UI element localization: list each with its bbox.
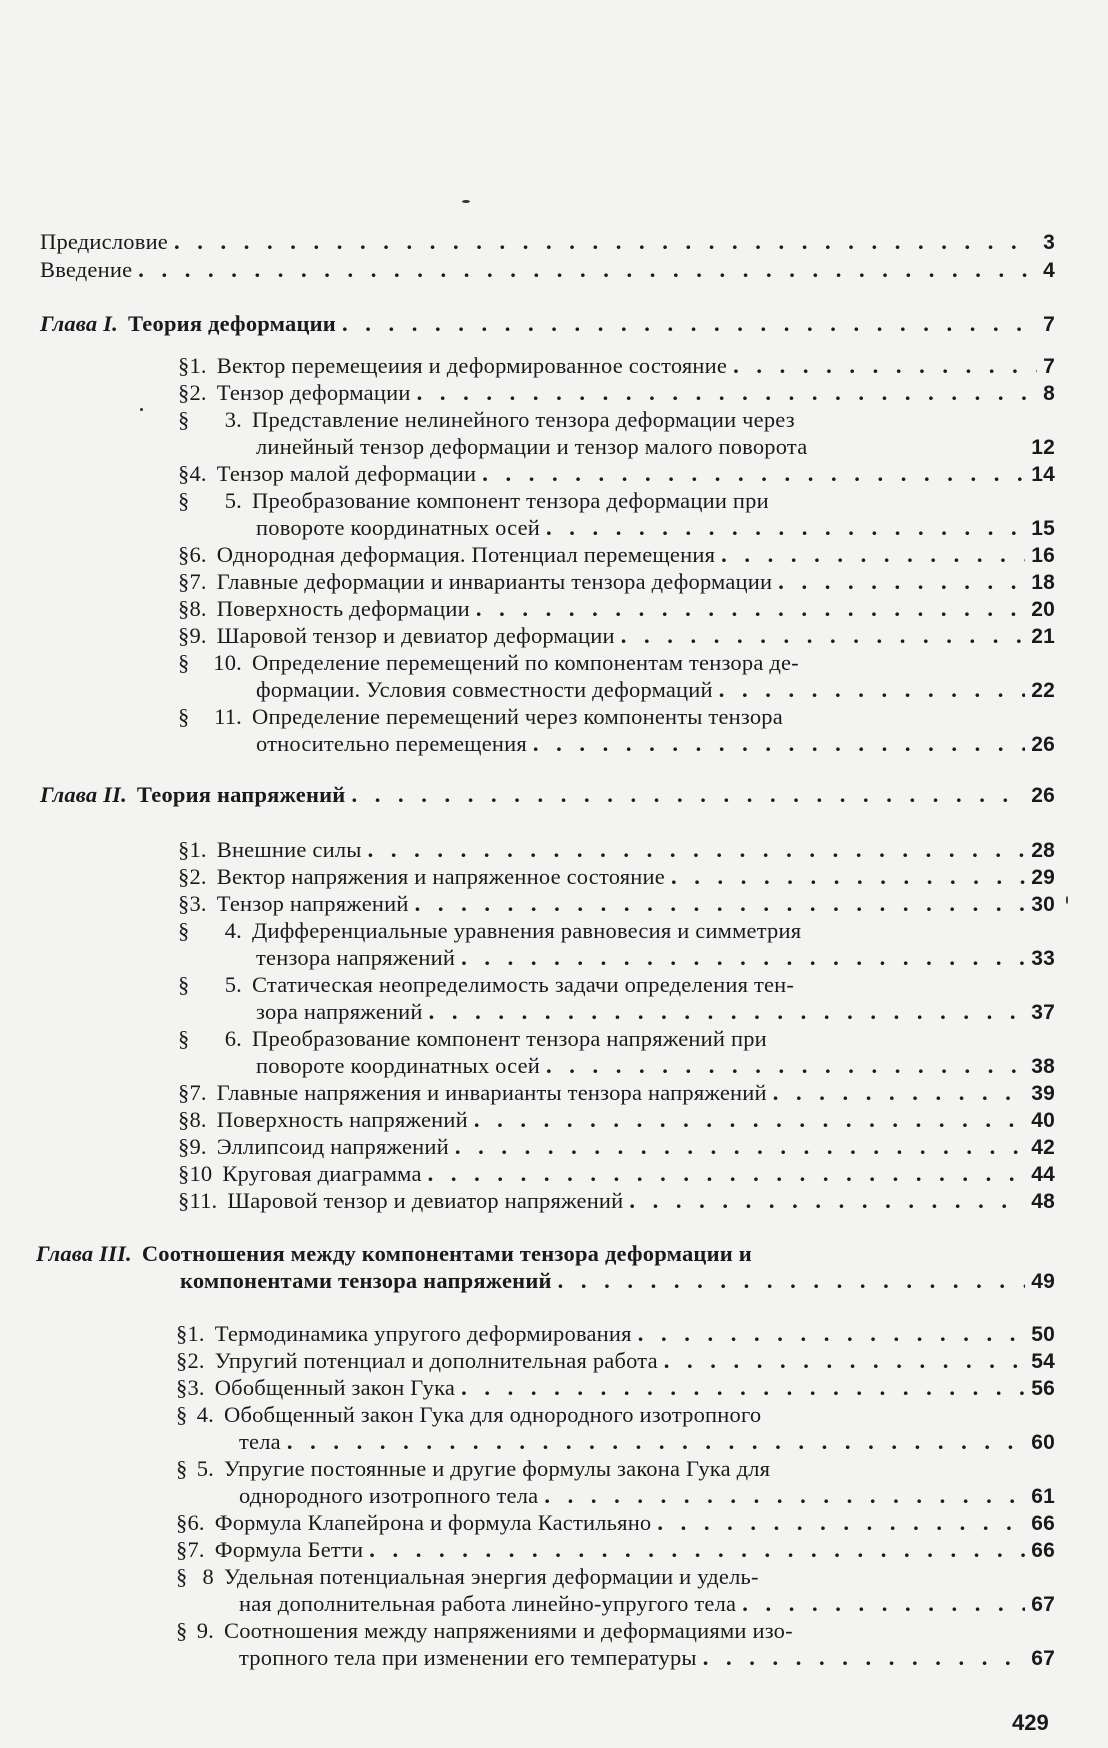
section-page: 22 bbox=[1031, 679, 1055, 702]
chapter-page: 7 bbox=[1043, 313, 1055, 336]
section-sign: § bbox=[176, 1618, 188, 1643]
section-page: 29 bbox=[1031, 866, 1055, 889]
section-page: 12 bbox=[1031, 436, 1055, 459]
section-number: 11. bbox=[189, 1188, 218, 1213]
section-title: Шаровой тензор и девиатор деформации bbox=[216, 623, 615, 648]
section-sign: § bbox=[178, 918, 190, 943]
leader-dots bbox=[703, 1644, 1026, 1671]
leader-dots bbox=[174, 228, 1029, 255]
section-number: 11. bbox=[214, 704, 242, 729]
leader-dots bbox=[415, 890, 1026, 917]
section-title: Внешние силы bbox=[216, 837, 362, 862]
leader-dots bbox=[287, 1428, 1025, 1455]
section-page: 42 bbox=[1031, 1136, 1055, 1159]
chapter-page: 26 bbox=[1031, 784, 1055, 807]
section-title-continued: повороте координатных осей bbox=[256, 1053, 540, 1078]
leader-dots bbox=[664, 1347, 1025, 1374]
toc-section-continuation bbox=[256, 998, 1055, 1026]
chapter-title-continued: компонентами тензора напряжений bbox=[180, 1268, 552, 1293]
section-sign: § bbox=[176, 1321, 188, 1346]
section-number: 8 bbox=[202, 1564, 214, 1589]
section-title: Формула Клапейрона и формула Кастильяно bbox=[214, 1510, 652, 1535]
section-sign: § bbox=[178, 542, 190, 567]
section-page: 61 bbox=[1031, 1485, 1055, 1508]
section-page: 7 bbox=[1043, 355, 1055, 378]
section-title: Тензор напряжений bbox=[216, 891, 409, 916]
section-number: 8. bbox=[189, 1107, 207, 1132]
leader-dots bbox=[544, 1482, 1025, 1509]
section-sign: § bbox=[178, 380, 190, 405]
toc-section-continuation bbox=[256, 514, 1055, 542]
section-sign: § bbox=[178, 972, 190, 997]
leader-dots bbox=[482, 460, 1025, 487]
section-title: Дифференциальные уравнения равновесия и симметрия bbox=[252, 918, 802, 943]
toc-section bbox=[178, 649, 1055, 676]
section-page: 66 bbox=[1031, 1512, 1055, 1535]
section-number: 6. bbox=[224, 1026, 242, 1051]
leader-dots bbox=[638, 1320, 1026, 1347]
section-number: 4. bbox=[189, 461, 207, 486]
toc-section bbox=[176, 1617, 1055, 1644]
leader-dots bbox=[742, 1590, 1025, 1617]
section-title: Главные напряжения и инварианты тензора напряжений bbox=[216, 1080, 767, 1105]
toc-section bbox=[178, 406, 1055, 433]
toc-section-continuation bbox=[256, 1052, 1055, 1080]
section-number: 7. bbox=[189, 569, 207, 594]
section-page: 15 bbox=[1031, 517, 1055, 540]
section-page: 33 bbox=[1031, 947, 1055, 970]
leader-dots bbox=[428, 1160, 1026, 1187]
section-page: 66 bbox=[1031, 1539, 1055, 1562]
section-page: 8 bbox=[1043, 382, 1055, 405]
toc-entry-preface bbox=[40, 228, 1055, 256]
page-number: 429 bbox=[1012, 1710, 1049, 1735]
toc-section bbox=[178, 352, 1055, 380]
toc-section-continuation bbox=[239, 1644, 1055, 1672]
toc-section bbox=[176, 1509, 1055, 1537]
chapter-page: 49 bbox=[1031, 1270, 1055, 1293]
chapter-title: Теория напряжений bbox=[136, 782, 346, 807]
section-title: Круговая диаграмма bbox=[222, 1161, 422, 1186]
toc-section bbox=[178, 487, 1055, 514]
section-number: 8. bbox=[189, 596, 207, 621]
section-sign: § bbox=[178, 837, 190, 862]
section-title: Статическая неопределимость задачи определения тен- bbox=[252, 972, 795, 997]
section-sign: § bbox=[176, 1564, 188, 1589]
section-title: Вектор напряжения и напряженное состояние bbox=[216, 864, 665, 889]
section-page: 28 bbox=[1031, 839, 1055, 862]
section-title: Представление нелинейного тензора деформации через bbox=[252, 407, 795, 432]
toc-section bbox=[178, 703, 1055, 730]
toc-section bbox=[176, 1536, 1055, 1564]
section-page: 20 bbox=[1031, 598, 1055, 621]
leader-dots bbox=[417, 379, 1035, 406]
section-page: 30 bbox=[1031, 893, 1055, 916]
leader-dots bbox=[342, 310, 1033, 337]
section-page: 50 bbox=[1031, 1323, 1055, 1346]
section-number: 5. bbox=[196, 1456, 214, 1481]
section-page: 40 bbox=[1031, 1109, 1055, 1132]
scan-speck bbox=[140, 408, 143, 411]
leader-dots bbox=[721, 541, 1025, 568]
leader-dots bbox=[778, 568, 1025, 595]
section-page: 39 bbox=[1031, 1082, 1055, 1105]
section-sign: § bbox=[178, 1080, 190, 1105]
section-title: Формула Бетти bbox=[214, 1537, 364, 1562]
chapter-label: Глава III. bbox=[36, 1241, 132, 1266]
leader-dots bbox=[621, 622, 1026, 649]
section-title: Главные деформации и инварианты тензора деформации bbox=[216, 569, 773, 594]
section-page: 18 bbox=[1031, 571, 1055, 594]
leader-dots bbox=[351, 781, 1025, 808]
section-title: Преобразование компонент тензора деформации при bbox=[252, 488, 769, 513]
section-sign: § bbox=[178, 891, 190, 916]
section-page: 37 bbox=[1031, 1001, 1055, 1024]
section-number: 9. bbox=[189, 1134, 207, 1159]
toc-section-continuation bbox=[256, 676, 1055, 704]
section-sign: § bbox=[176, 1402, 188, 1427]
section-sign: § bbox=[178, 704, 190, 729]
section-number: 1. bbox=[187, 1321, 205, 1346]
section-title: Тензор деформации bbox=[216, 380, 411, 405]
leader-dots bbox=[657, 1509, 1025, 1536]
section-number: 3. bbox=[224, 407, 242, 432]
toc-section bbox=[176, 1401, 1055, 1428]
toc-section bbox=[178, 1187, 1055, 1215]
section-title: Поверхность деформации bbox=[216, 596, 470, 621]
leader-dots bbox=[533, 730, 1025, 757]
section-number: 7. bbox=[189, 1080, 207, 1105]
section-number: 3. bbox=[189, 891, 207, 916]
section-page: 44 bbox=[1031, 1163, 1055, 1186]
section-page: 48 bbox=[1031, 1190, 1055, 1213]
section-sign: § bbox=[178, 623, 190, 648]
leader-dots bbox=[733, 352, 1037, 379]
section-title: Удельная потенциальная энергия деформации и удель- bbox=[224, 1564, 759, 1589]
section-title: Эллипсоид напряжений bbox=[216, 1134, 449, 1159]
section-number: 4. bbox=[196, 1402, 214, 1427]
section-number: 10. bbox=[213, 650, 242, 675]
section-title: Термодинамика упругого деформирования bbox=[214, 1321, 632, 1346]
toc-section bbox=[176, 1347, 1055, 1375]
toc-section-continuation bbox=[239, 1482, 1055, 1510]
leader-dots bbox=[455, 1133, 1025, 1160]
scan-speck bbox=[462, 200, 470, 203]
section-number: 6. bbox=[189, 542, 207, 567]
section-number: 1. bbox=[189, 353, 207, 378]
toc-entry-title: Введение bbox=[40, 257, 133, 282]
toc-section bbox=[178, 1133, 1055, 1161]
section-number: 2. bbox=[189, 864, 207, 889]
section-sign: § bbox=[176, 1348, 188, 1373]
section-number: 6. bbox=[187, 1510, 205, 1535]
section-number: 2. bbox=[187, 1348, 205, 1373]
leader-dots bbox=[671, 863, 1025, 890]
section-sign: § bbox=[178, 596, 190, 621]
section-title: Упругие постоянные и другие формулы закона Гука для bbox=[224, 1456, 771, 1481]
leader-dots bbox=[461, 1374, 1025, 1401]
section-sign: § bbox=[178, 1107, 190, 1132]
toc-entry-page: 4 bbox=[1043, 259, 1055, 282]
section-sign: § bbox=[178, 353, 190, 378]
section-page: 67 bbox=[1031, 1647, 1055, 1670]
leader-dots bbox=[461, 944, 1025, 971]
chapter-label: Глава I. bbox=[40, 311, 118, 336]
toc-section bbox=[178, 890, 1055, 918]
toc-section bbox=[178, 595, 1055, 623]
toc-section-continuation bbox=[256, 433, 1055, 461]
section-page: 67 bbox=[1031, 1593, 1055, 1616]
section-number: 5. bbox=[224, 972, 242, 997]
toc-section bbox=[178, 460, 1055, 488]
toc-section bbox=[178, 863, 1055, 891]
section-title-continued: тропного тела при изменении его температуры bbox=[239, 1645, 697, 1670]
section-sign: § bbox=[178, 864, 190, 889]
chapter-heading-3-continuation bbox=[180, 1267, 1055, 1295]
leader-dots bbox=[546, 514, 1025, 541]
toc-section bbox=[178, 917, 1055, 944]
toc-section-continuation bbox=[239, 1428, 1055, 1456]
section-sign: § bbox=[176, 1537, 188, 1562]
toc-section-continuation bbox=[256, 944, 1055, 972]
section-number: 1. bbox=[189, 837, 207, 862]
section-number: 5. bbox=[224, 488, 242, 513]
section-sign: § bbox=[178, 488, 190, 513]
section-title-continued: повороте координатных осей bbox=[256, 515, 540, 540]
section-page: 16 bbox=[1031, 544, 1055, 567]
section-title-continued: ная дополнительная работа линейно-упругого тела bbox=[239, 1591, 737, 1616]
section-title: Определение перемещений через компоненты тензора bbox=[252, 704, 783, 729]
section-number: 7. bbox=[187, 1537, 205, 1562]
toc-entry-title: Предисловие bbox=[40, 229, 168, 254]
toc-section bbox=[178, 1160, 1055, 1188]
leader-dots bbox=[429, 998, 1026, 1025]
section-page: 60 bbox=[1031, 1431, 1055, 1454]
section-title: Упругий потенциал и дополнительная работа bbox=[214, 1348, 658, 1373]
toc-section bbox=[178, 379, 1055, 407]
section-title-continued: тела bbox=[239, 1429, 281, 1454]
section-number: 10 bbox=[189, 1161, 213, 1186]
toc-entry-page: 3 bbox=[1043, 231, 1055, 254]
toc-section-continuation bbox=[239, 1590, 1055, 1618]
section-sign: § bbox=[176, 1456, 188, 1481]
section-page: 56 bbox=[1031, 1377, 1055, 1400]
toc-section bbox=[176, 1563, 1055, 1590]
chapter-title: Соотношения между компонентами тензора деформации и bbox=[141, 1241, 752, 1266]
section-title-continued: относительно перемещения bbox=[256, 731, 527, 756]
toc-section bbox=[176, 1320, 1055, 1348]
toc-section bbox=[178, 622, 1055, 650]
chapter-label: Глава II. bbox=[40, 782, 127, 807]
section-page: 14 bbox=[1031, 463, 1055, 486]
section-sign: § bbox=[176, 1510, 188, 1535]
leader-dots bbox=[558, 1267, 1026, 1294]
section-number: 9. bbox=[196, 1618, 214, 1643]
section-title: Соотношения между напряжениями и деформациями изо- bbox=[224, 1618, 793, 1643]
section-title: Тензор малой деформации bbox=[216, 461, 477, 486]
toc-section bbox=[176, 1455, 1055, 1482]
scan-speck bbox=[1066, 896, 1068, 904]
section-sign: § bbox=[178, 461, 190, 486]
section-title: Обобщенный закон Гука для однородного изотропного bbox=[224, 1402, 762, 1427]
section-title-continued: однородного изотропного тела bbox=[239, 1483, 539, 1508]
toc-entry-introduction bbox=[40, 256, 1055, 284]
section-sign: § bbox=[178, 1161, 190, 1186]
toc-section bbox=[178, 1025, 1055, 1052]
section-number: 2. bbox=[189, 380, 207, 405]
leader-dots bbox=[719, 676, 1025, 703]
section-page: 54 bbox=[1031, 1350, 1055, 1373]
section-sign: § bbox=[178, 650, 190, 675]
leader-dots bbox=[476, 595, 1025, 622]
chapter-title: Теория деформации bbox=[127, 311, 336, 336]
toc-section bbox=[178, 541, 1055, 569]
section-sign: § bbox=[178, 1026, 190, 1051]
section-title-continued: тензора напряжений bbox=[256, 945, 456, 970]
section-sign: § bbox=[178, 407, 190, 432]
leader-dots bbox=[546, 1052, 1025, 1079]
section-title: Шаровой тензор и девиатор напряжений bbox=[227, 1188, 624, 1213]
leader-dots bbox=[773, 1079, 1026, 1106]
section-sign: § bbox=[178, 1134, 190, 1159]
section-number: 3. bbox=[187, 1375, 205, 1400]
section-title: Определение перемещений по компонентам тензора де- bbox=[252, 650, 799, 675]
toc-section bbox=[178, 1079, 1055, 1107]
leader-dots bbox=[368, 836, 1026, 863]
section-title: Поверхность напряжений bbox=[216, 1107, 468, 1132]
section-number: 9. bbox=[189, 623, 207, 648]
toc-section bbox=[176, 1374, 1055, 1402]
chapter-heading-3 bbox=[36, 1240, 1055, 1267]
section-title: Вектор перемещеиия и деформированное состояние bbox=[216, 353, 728, 378]
section-sign: § bbox=[178, 569, 190, 594]
toc-section bbox=[178, 1106, 1055, 1134]
chapter-heading-2 bbox=[40, 781, 1055, 809]
section-page: 38 bbox=[1031, 1055, 1055, 1078]
toc-section bbox=[178, 971, 1055, 998]
chapter-heading-1 bbox=[40, 310, 1055, 338]
section-page: 26 bbox=[1031, 733, 1055, 756]
section-title: Преобразование компонент тензора напряжений при bbox=[252, 1026, 767, 1051]
section-title-continued: формации. Условия совместности деформаций bbox=[256, 677, 713, 702]
section-number: 4. bbox=[224, 918, 242, 943]
section-title: Обобщенный закон Гука bbox=[214, 1375, 456, 1400]
toc-section-continuation bbox=[256, 730, 1055, 758]
section-sign: § bbox=[178, 1188, 190, 1213]
section-title-continued: линейный тензор деформации и тензор малого поворота bbox=[256, 434, 808, 459]
section-title-continued: зора напряжений bbox=[256, 999, 423, 1024]
leader-dots bbox=[629, 1187, 1025, 1214]
toc-section bbox=[178, 568, 1055, 596]
leader-dots bbox=[474, 1106, 1025, 1133]
section-sign: § bbox=[176, 1375, 188, 1400]
leader-dots bbox=[369, 1536, 1025, 1563]
section-title: Однородная деформация. Потенциал перемещения bbox=[216, 542, 716, 567]
toc-section bbox=[178, 836, 1055, 864]
leader-dots bbox=[138, 256, 1027, 283]
section-page: 21 bbox=[1031, 625, 1055, 648]
